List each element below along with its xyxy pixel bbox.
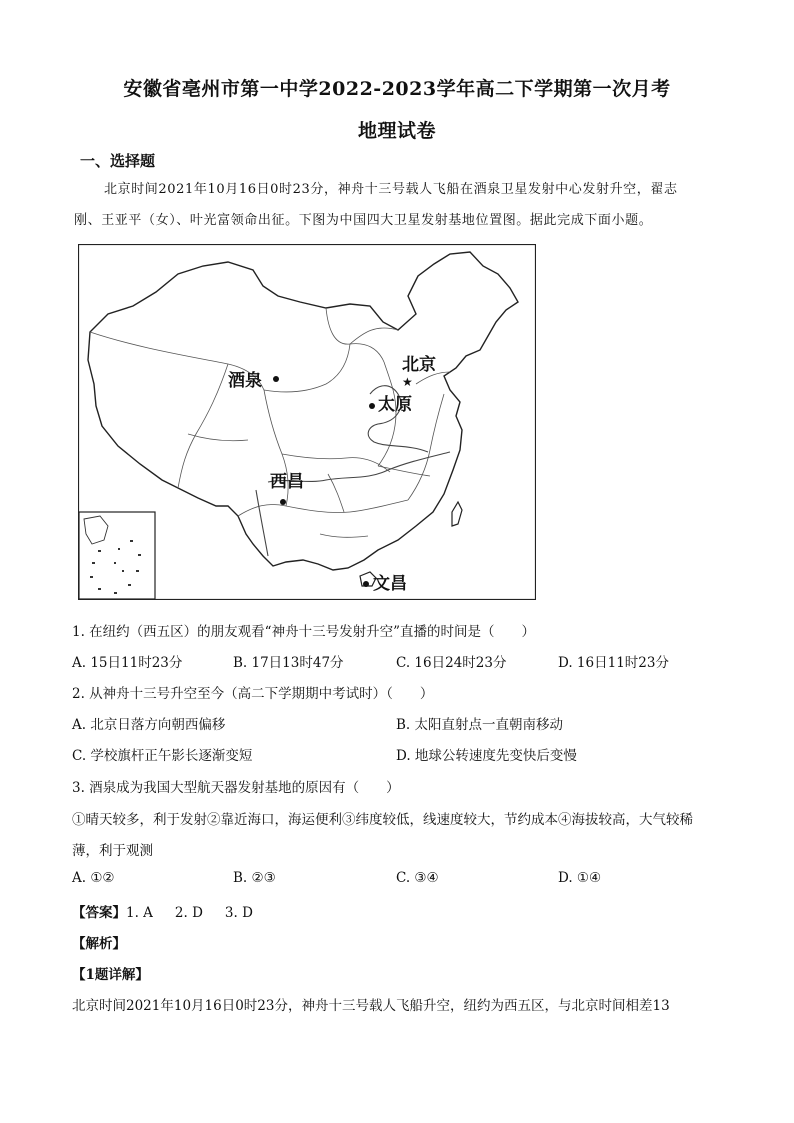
xichang-marker	[280, 499, 286, 505]
intro-line-2: 刚、王亚平（女）、叶光富领命出征。下图为中国四大卫星发射基地位置图。据此完成下面小题。	[74, 213, 653, 228]
label-jiuquan: 酒泉	[228, 371, 262, 391]
question-3-option-d: D. ①④	[558, 870, 602, 886]
label-xichang: 西昌	[270, 472, 304, 492]
taiyuan-marker	[369, 403, 375, 409]
analysis-detail-1-text: 北京时间2021年10月16日0时23分，神舟十三号载人飞船升空，纽约为西五区，与北京时间相差13	[72, 998, 670, 1014]
question-3-stem: 3. 酒泉成为我国大型航天器发射基地的原因有（ ）	[72, 780, 400, 796]
question-3-option-c: C. ③④	[396, 870, 439, 886]
intro-line-1: 北京时间2021年10月16日0时23分，神舟十三号载人飞船在酒泉卫星发射中心发射升空，翟志	[104, 182, 678, 197]
analysis-label: 【解析】	[72, 936, 126, 952]
question-1-option-a: A. 15日11时23分	[72, 655, 183, 671]
document-title: 安徽省亳州市第一中学2022-2023学年高二下学期第一次月考	[123, 78, 671, 100]
question-3-option-a: A. ①②	[72, 870, 115, 886]
label-wenchang: 文昌	[373, 574, 407, 594]
answer-line	[72, 901, 253, 921]
question-2-option-a: A. 北京日落方向朝西偏移	[72, 717, 226, 733]
question-1-option-d: D. 16日11时23分	[558, 655, 669, 671]
question-2-option-c: C. 学校旗杆正午影长逐渐变短	[72, 748, 253, 764]
label-beijing: 北京	[402, 355, 436, 375]
analysis-detail-1-label: 【1题详解】	[72, 967, 149, 983]
question-1-stem: 1. 在纽约（西五区）的朋友观看“神舟十三号发射升空”直播的时间是（ ）	[72, 624, 535, 640]
question-2-option-d: D. 地球公转速度先变快后变慢	[396, 748, 577, 764]
question-1-option-b: B. 17日13时47分	[233, 655, 344, 671]
section-heading: 一、选择题	[80, 152, 156, 170]
document-subtitle: 地理试卷	[357, 120, 436, 142]
south-china-sea-inset	[79, 512, 155, 599]
answer-item-1: 1. A	[126, 905, 153, 921]
answer-item-2: 2. D	[174, 905, 203, 921]
question-2-stem: 2. 从神舟十三号升空至今（高二下学期期中考试时）（ ）	[72, 686, 434, 702]
china-launch-sites-map	[78, 244, 536, 600]
label-taiyuan: 太原	[378, 395, 412, 415]
question-2-option-b: B. 太阳直射点一直朝南移动	[396, 717, 564, 733]
wenchang-marker	[363, 581, 369, 587]
answer-label: 【答案】	[72, 905, 126, 921]
question-3-text-line-1: ①晴天较多，利于发射②靠近海口，海运便利③纬度较低，线速度较大，节约成本④海拔较高，大气较稀	[72, 812, 693, 828]
beijing-star-icon: ★	[402, 375, 413, 389]
question-1-option-c: C. 16日24时23分	[396, 655, 507, 671]
question-3-option-b: B. ②③	[233, 870, 276, 886]
answer-item-3: 3. D	[224, 905, 253, 921]
question-3-text-line-2: 薄，利于观测	[72, 843, 153, 859]
jiuquan-marker	[273, 376, 279, 382]
